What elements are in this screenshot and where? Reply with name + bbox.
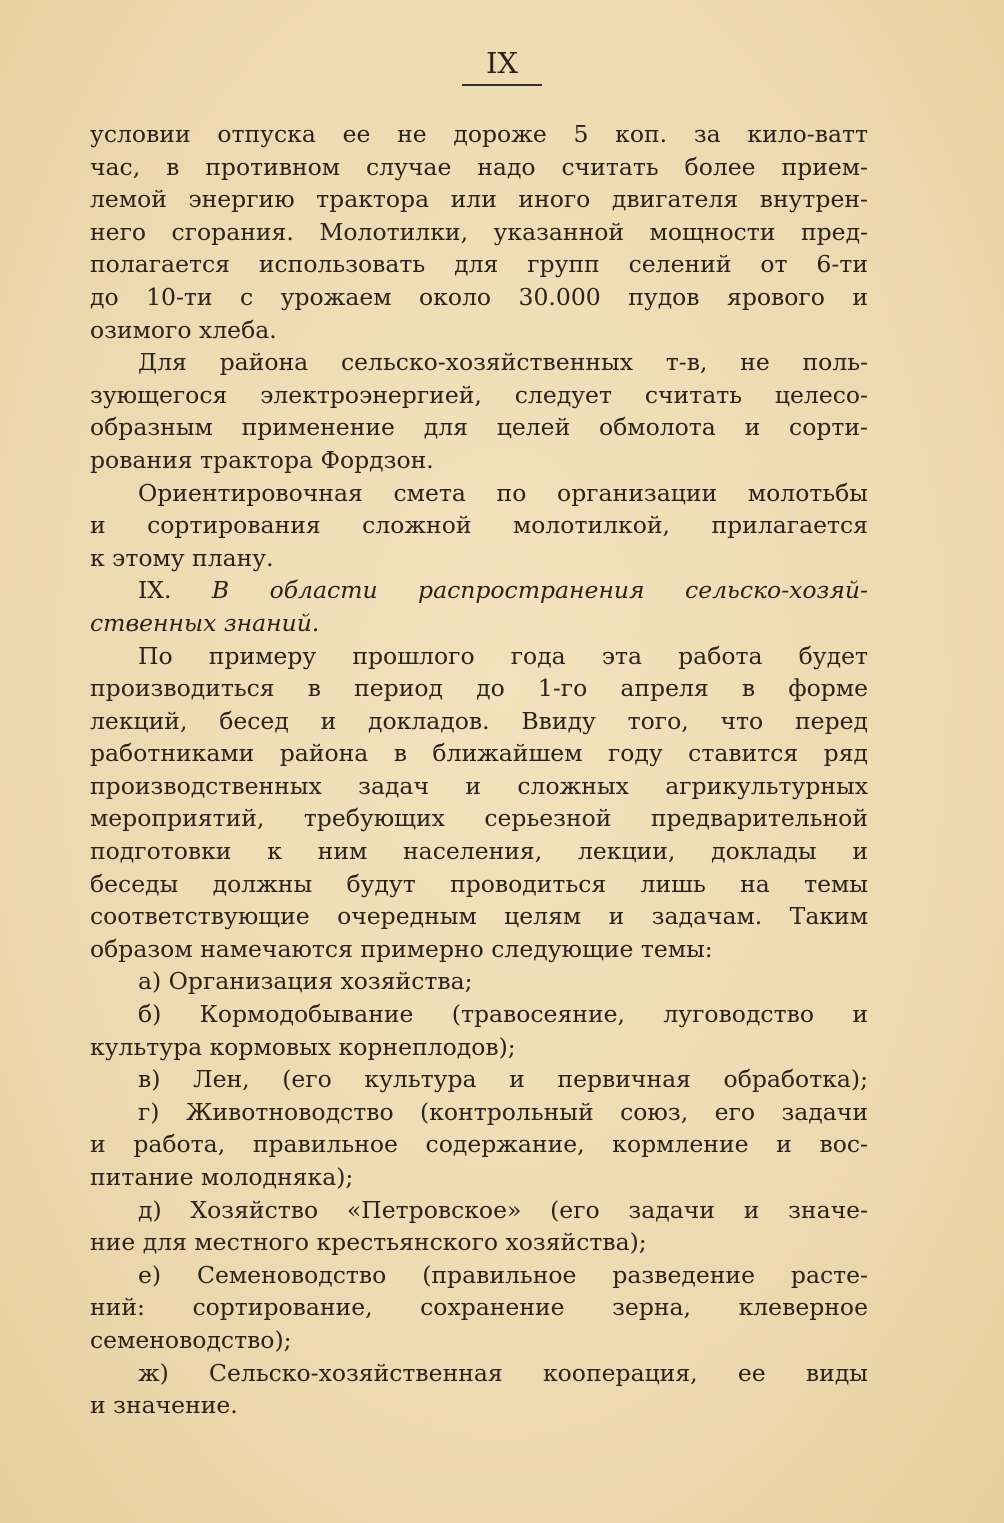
text-line-content: IX. [138, 576, 212, 605]
text-line-content: мероприятий, требующих серьезной предварительной [90, 804, 868, 833]
text-line [90, 1194, 868, 1227]
text-line [90, 640, 868, 673]
text-line [90, 868, 868, 901]
text-line [90, 477, 868, 510]
text-line-content: полагается использовать для групп селений от 6-ти [90, 250, 868, 279]
text-line-content: к этому плану. [90, 543, 274, 572]
text-line [90, 998, 868, 1031]
text-line [90, 1063, 868, 1096]
text-line [90, 900, 868, 933]
text-line [90, 574, 868, 607]
text-line [90, 444, 868, 477]
text-line-content: семеноводство); [90, 1325, 292, 1354]
text-line-content: а) Организация хозяйства; [138, 967, 473, 996]
text-line-content: зующегося электроэнергией, следует считать целесо- [90, 380, 868, 409]
text-line [90, 737, 868, 770]
text-line-content: Ориентировочная смета по организации молотьбы [138, 478, 868, 507]
text-line [90, 672, 868, 705]
text-line [90, 1096, 868, 1129]
text-line-content: д) Хозяйство «Петровское» (его задачи и значе- [138, 1195, 868, 1224]
section-heading-italic: В области распространения сельско-хозяй- [211, 576, 868, 605]
text-line [90, 248, 868, 281]
text-line-content: озимого хлеба. [90, 315, 277, 344]
text-line-content: лекций, бесед и докладов. Ввиду того, что перед [90, 706, 868, 735]
text-line [90, 705, 868, 738]
text-line-content: образным применение для целей обмолота и сорти- [90, 413, 868, 442]
text-line [90, 216, 868, 249]
text-line-content: соответствующие очередным целям и задачам. Таким [90, 902, 868, 931]
text-line-content: ние для местного крестьянского хозяйства); [90, 1228, 647, 1257]
text-line [90, 1031, 868, 1064]
text-line-content: рования трактора Фордзон. [90, 445, 434, 474]
text-line [90, 542, 868, 575]
text-line-content: работниками района в ближайшем году ставится ряд [90, 739, 868, 768]
text-line [90, 1324, 868, 1357]
text-line-content: е) Семеноводство (правильное разведение расте- [138, 1260, 868, 1289]
text-line [90, 1161, 868, 1194]
text-line-content: лемой энергию трактора или иного двигателя внутрен- [90, 185, 868, 214]
text-line [90, 1226, 868, 1259]
text-line-content: него сгорания. Молотилки, указанной мощности пред- [90, 217, 868, 246]
text-line-content: питание молодняка); [90, 1163, 354, 1191]
text-line [90, 607, 868, 640]
text-line [90, 802, 868, 835]
page-number: IX [462, 46, 542, 86]
text-line-content: По примеру прошлого года эта работа будет [138, 641, 868, 670]
section-heading-italic: ственных знаний. [90, 608, 320, 637]
text-line-content: Для района сельско-хозяйственных т-в, не поль- [138, 348, 868, 377]
text-line [90, 1128, 868, 1161]
text-line [90, 1259, 868, 1292]
text-line-content: образом намечаются примерно следующие темы: [90, 934, 713, 963]
text-line [90, 281, 868, 314]
text-line [90, 346, 868, 379]
text-line-content: производственных задач и сложных агрикультурных [90, 771, 868, 800]
text-line [90, 411, 868, 444]
text-line-content: и значение. [90, 1391, 238, 1420]
text-line-content: условии отпуска ее не дороже 5 коп. за кило-ватт [90, 120, 868, 148]
text-line [90, 379, 868, 412]
text-line [90, 183, 868, 216]
text-line [90, 509, 868, 542]
text-line-content: час, в противном случае надо считать более прием- [90, 152, 868, 181]
body-text [90, 118, 868, 1422]
text-line-content: ж) Сельско-хозяйственная кооперация, ее виды [138, 1358, 868, 1387]
page-header [0, 46, 1004, 86]
text-line [90, 965, 868, 998]
text-line-content: беседы должны будут проводиться лишь на темы [90, 869, 868, 898]
text-line-content: подготовки к ним населения, лекции, доклады и [90, 837, 868, 866]
text-line [90, 118, 868, 151]
text-line [90, 1357, 868, 1390]
text-line-content: до 10-ти с урожаем около 30.000 пудов ярового и [90, 282, 868, 311]
text-line [90, 770, 868, 803]
text-line [90, 1389, 868, 1422]
text-line-content: б) Кормодобывание (травосеяние, луговодство и [138, 1000, 868, 1029]
text-line [90, 151, 868, 184]
text-line-content: ний: сортирование, сохранение зерна, клеверное [90, 1293, 868, 1322]
text-line-content: и сортирования сложной молотилкой, прилагается [90, 511, 868, 540]
text-line [90, 314, 868, 347]
text-line-content: и работа, правильное содержание, кормление и вос- [90, 1130, 868, 1159]
text-line-content: в) Лен, (его культура и первичная обработка); [138, 1065, 868, 1094]
text-line [90, 933, 868, 966]
text-line-content: производиться в период до 1-го апреля в форме [90, 674, 868, 703]
text-line-content: г) Животноводство (контрольный союз, его задачи [138, 1097, 868, 1126]
text-line [90, 835, 868, 868]
text-line [90, 1291, 868, 1324]
text-line-content: культура кормовых корнеплодов); [90, 1032, 516, 1061]
